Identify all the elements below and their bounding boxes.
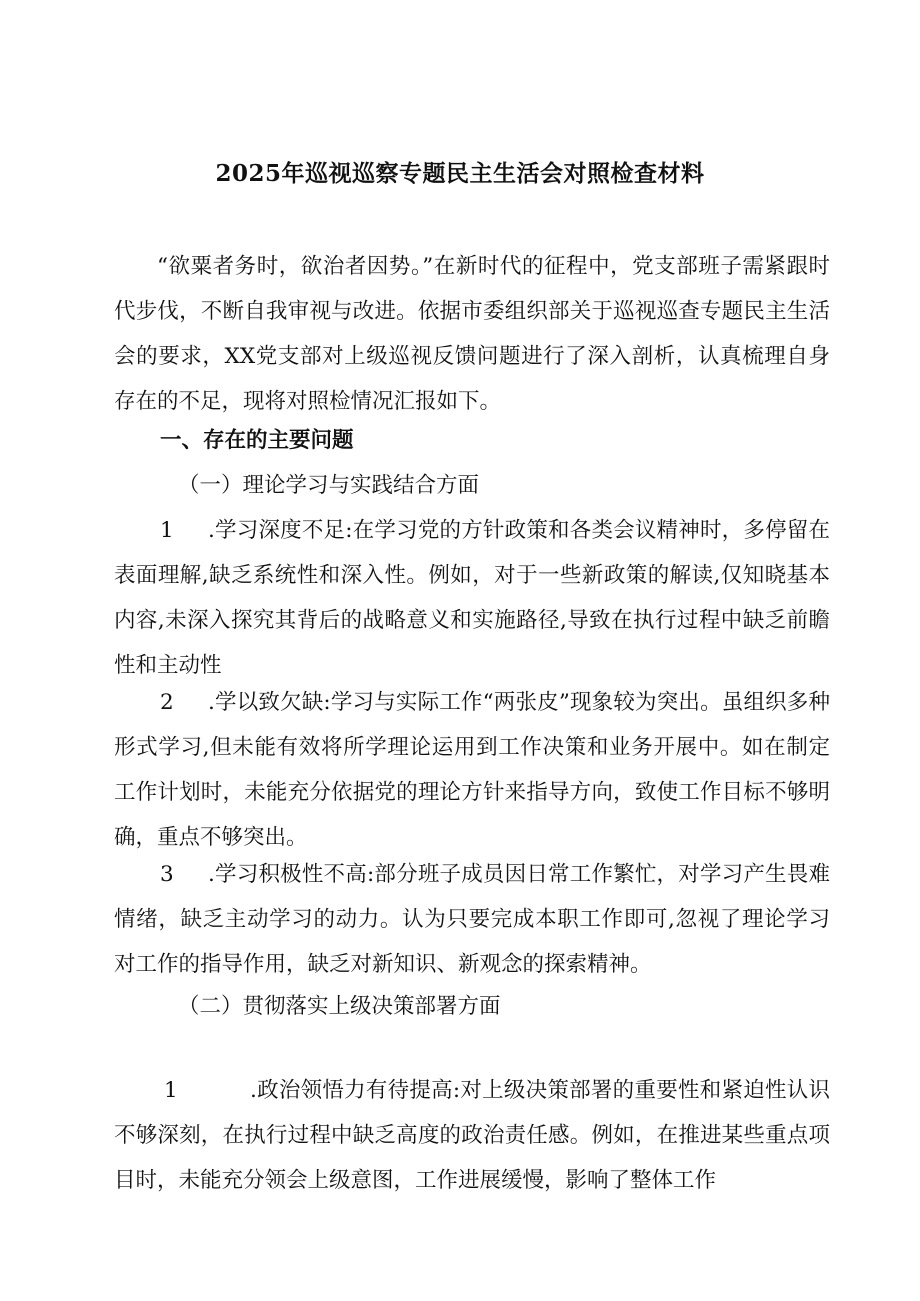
subsection-heading-implementation: （二）贯彻落实上级决策部署方面 [178, 994, 501, 1019]
list-item [114, 508, 830, 688]
intro-paragraph: “欲粟者务时，欲治者因势。”在新时代的征程中，党支部班子需紧跟时代步伐，不断自我审视与改进。依据市委组织部关于巡视巡查专题民主生活会的要求，XX党支部对上级巡视反馈问题进行了深入剖析，认真梳理自身存在的不足，现将对照检情况汇报如下。 [114, 254, 830, 414]
item-text: .政治领悟力有待提高:对上级决策部署的重要性和紧迫性认识不够深刻，在执行过程中缺乏高度的政治责任感。例如，在推进某些重点项目时，未能充分领会上级意图，工作进展缓慢，影响了整体工作 [114, 1078, 830, 1193]
item-text: .学习积极性不高:部分班子成员因日常工作繁忙，对学习产生畏难情绪，缺乏主动学习的动力。认为只要完成本职工作即可,忽视了理论学习对工作的指导作用，缺乏对新知识、新观念的探索精神。 [114, 862, 830, 977]
document-title: 2025年巡视巡察专题民主生活会对照检查材料 [215, 160, 705, 187]
item-text: .学习深度不足:在学习党的方针政策和各类会议精神时，多停留在表面理解,缺乏系统性和深入性。例如，对于一些新政策的解读,仅知晓基本内容,未深入探究其背后的战略意义和实施路径,导致在执行过程中缺乏前瞻性和主动性 [114, 518, 830, 678]
list-item [114, 680, 830, 860]
list-item [114, 1068, 830, 1203]
item-number: 2 [160, 690, 174, 715]
list-item [114, 852, 830, 987]
item-text: .学以致欠缺:学习与实际工作“两张皮”现象较为突出。虽组织多种形式学习,但未能有效将所学理论运用到工作决策和业务开展中。如在制定工作计划时，未能充分依据党的理论方针来指导方向，致使工作目标不够明确，重点不够突出。 [114, 690, 830, 850]
section-heading-problems: 一、存在的主要问题 [160, 428, 354, 453]
item-number: 1 [164, 1078, 178, 1103]
item-number: 1 [160, 518, 174, 543]
subsection-heading-theory: （一）理论学习与实践结合方面 [178, 473, 480, 498]
item-number: 3 [160, 862, 174, 887]
